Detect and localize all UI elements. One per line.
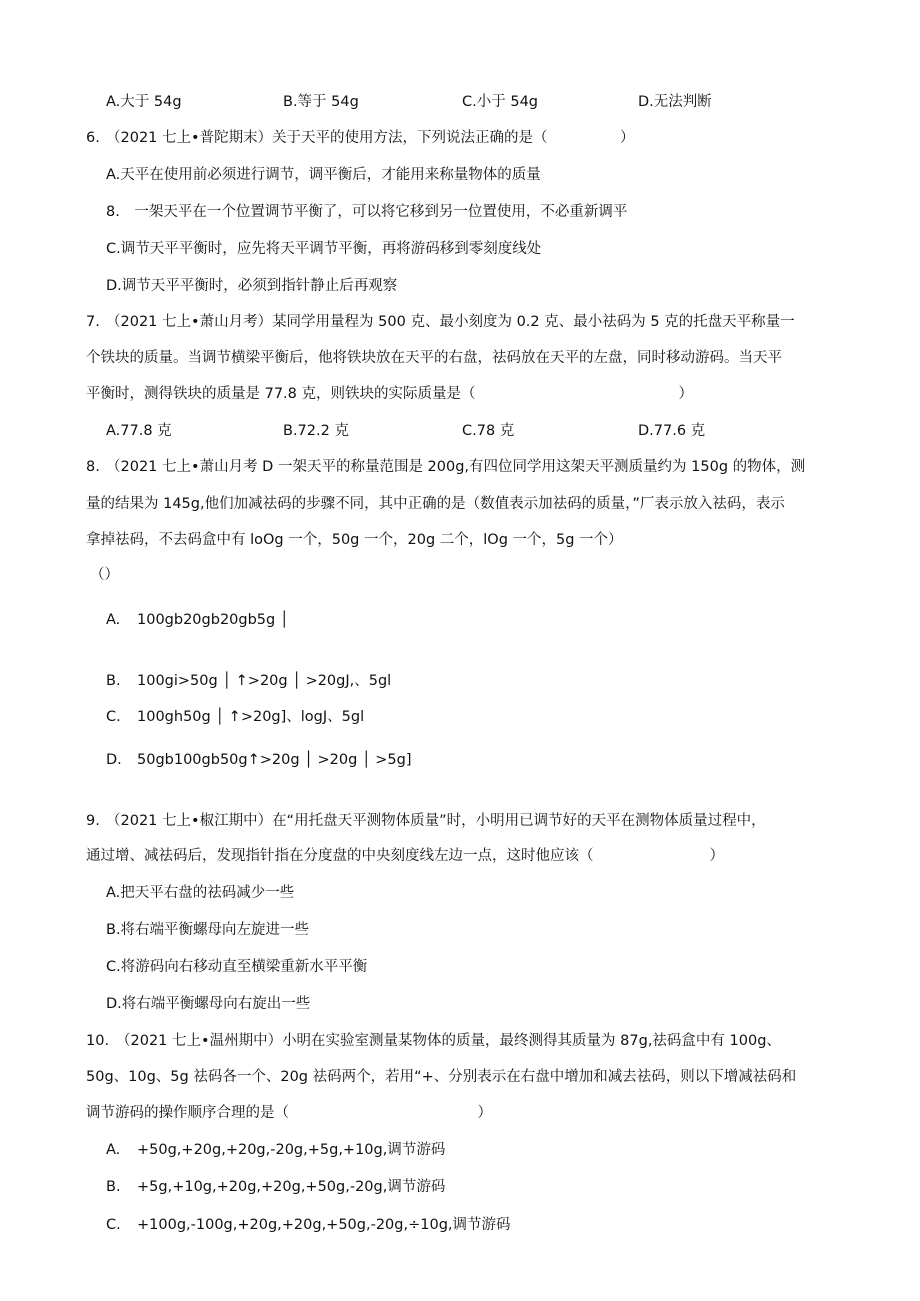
q8-stem-line-1: （2021 七上•萧山月考 D 一架天平的称量范围是 200g,有四位同学用这架天平测质量约为 150g 的物体，测 <box>106 459 806 475</box>
q8-option-d-letter: D. <box>106 752 122 768</box>
q10-stem-line-2: 50g、10g、5g 祛码各一个、20g 祛码两个，若用“+、分别表示在右盘中增加和减去祛码，则以下增减祛码和 <box>86 1069 797 1085</box>
q5-option-b: B.等于 54g <box>283 94 359 110</box>
q7-number: 7. <box>86 314 100 330</box>
q5-option-c: C.小于 54g <box>462 94 538 110</box>
q7-option-d: D.77.6 克 <box>638 423 706 439</box>
q8-option-a-text: 100gb20gb20gb5g │ <box>137 612 289 628</box>
q8-option-c-text: 100gh50g │ ↑>20g]、logJ、5gl <box>137 709 365 725</box>
q10-option-a-letter: A. <box>106 1142 121 1158</box>
q10-option-c-text: +100g,-100g,+20g,+20g,+50g,-20g,÷10g,调节游码 <box>137 1217 511 1233</box>
q10-stem-line-1: （2021 七上•温州期中）小明在实验室测量某物体的质量，最终测得其质量为 87g,祛码盒中有 100g、 <box>116 1033 781 1049</box>
q7-stem-line-2: 个铁块的质量。当调节横梁平衡后，他将铁块放在天平的右盘，祛码放在天平的左盘，同时移动游码。当天平 <box>86 350 782 366</box>
q9-option-b: B.将右端平衡螺母向左旋进一些 <box>106 922 310 938</box>
q9-option-a: A.把天平右盘的祛码减少一些 <box>106 885 295 901</box>
q8-option-a-letter: A. <box>106 612 121 628</box>
q7-option-a: A.77.8 克 <box>106 423 172 439</box>
q5-option-d: D.无法判断 <box>638 94 712 110</box>
q10-option-c-letter: C. <box>106 1217 121 1233</box>
q8-option-b-text: 100gi>50g │ ↑>20g │ >20gJ,、5gl <box>137 673 392 689</box>
q8-number: 8. <box>86 459 100 475</box>
q9-option-c: C.将游码向右移动直至横梁重新水平平衡 <box>106 959 368 975</box>
q7-stem-line-1: （2021 七上•萧山月考）某同学用量程为 500 克、最小刻度为 0.2 克、最小祛码为 5 克的托盘天平称量一 <box>106 314 795 330</box>
q9-option-d: D.将右端平衡螺母向右旋出一些 <box>106 996 311 1012</box>
q6-option-c: C.调节天平平衡时，应先将天平调节平衡，再将游码移到零刻度线处 <box>106 241 542 257</box>
q10-option-b-text: +5g,+10g,+20g,+20g,+50g,-20g,调节游码 <box>137 1179 446 1195</box>
q7-option-b: B.72.2 克 <box>283 423 349 439</box>
q10-number: 10. <box>86 1033 110 1049</box>
q7-stem-line-3: 平衡时，测得铁块的质量是 77.8 克，则铁块的实际质量是（ ） <box>86 386 693 402</box>
q6-option-d: D.调节天平平衡时，必须到指针静止后再观察 <box>106 278 398 294</box>
q8-stem-line-3: 拿掉祛码，不去码盒中有 loOg 一个，50g 一个，20g 二个，lOg 一个，5g 一个） <box>86 532 623 548</box>
q7-option-c: C.78 克 <box>462 423 515 439</box>
q9-stem-line-2: 通过增、减祛码后，发现指针指在分度盘的中央刻度线左边一点，这时他应该（ ） <box>86 848 724 864</box>
q10-stem-line-3: 调节游码的操作顺序合理的是（ ） <box>86 1105 492 1121</box>
q8-option-c-letter: C. <box>106 709 121 725</box>
q10-option-b-letter: B. <box>106 1179 121 1195</box>
q8-answer-bracket: （） <box>90 567 119 583</box>
q10-option-a-text: +50g,+20g,+20g,-20g,+5g,+10g,调节游码 <box>137 1142 446 1158</box>
q6-stem: （2021 七上•普陀期末）关于天平的使用方法，下列说法正确的是（ ） <box>106 130 635 146</box>
q8-stem-line-2: 量的结果为 145g,他们加减祛码的步骤不同，其中正确的是（数值表示加祛码的质量，”厂表示放入祛码，表示 <box>86 496 785 512</box>
q6-number: 6. <box>86 130 100 146</box>
q5-option-a: A.大于 54g <box>106 94 182 110</box>
q8-option-d-text: 50gb100gb50g↑>20g │ >20g │ >5g] <box>137 752 412 768</box>
q6-option-b: 8. 一架天平在一个位置调节平衡了，可以将它移到另一位置使用，不必重新调平 <box>106 204 628 220</box>
q9-number: 9. <box>86 813 100 829</box>
q8-option-b-letter: B. <box>106 673 121 689</box>
q9-stem-line-1: （2021 七上•椒江期中）在“用托盘天平测物体质量”时，小明用已调节好的天平在测物体质量过程中， <box>106 813 766 829</box>
q6-option-a: A.天平在使用前必须进行调节，调平衡后，才能用来称量物体的质量 <box>106 167 541 183</box>
